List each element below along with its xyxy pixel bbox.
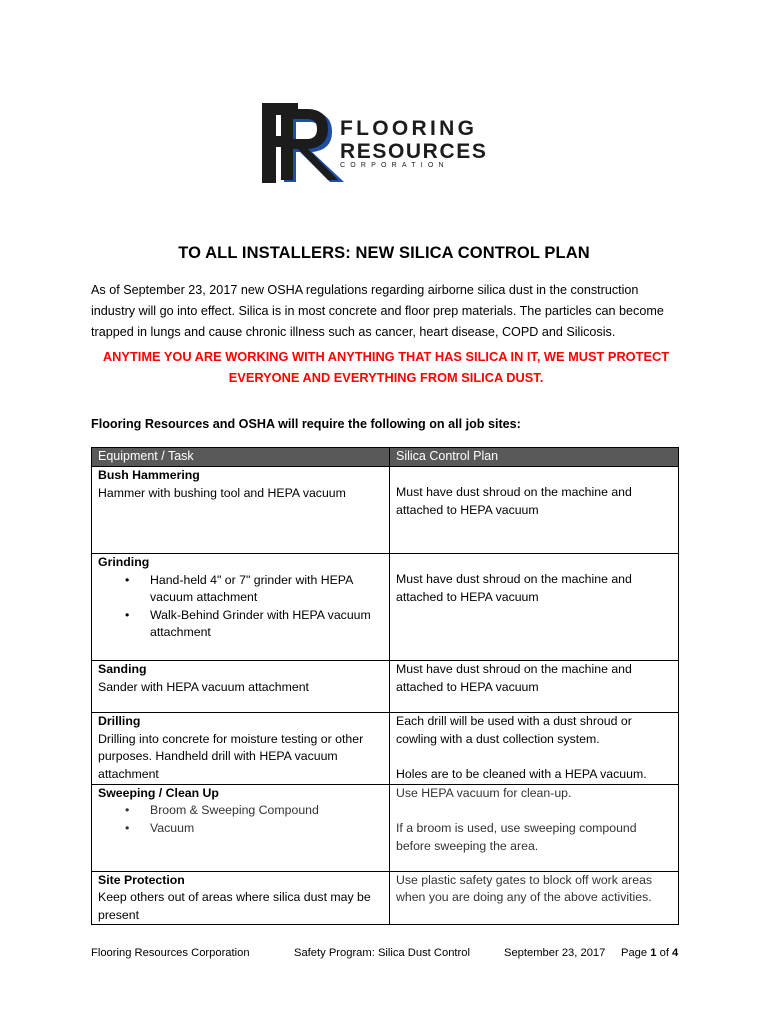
table-row [92, 554, 679, 661]
task-cell [92, 713, 390, 785]
list-item: • Hand-held 4" or 7" grinder with HEPA vacuum attachment [150, 572, 385, 607]
task-cell [92, 871, 390, 925]
task-description: Hammer with bushing tool and HEPA vacuum [98, 485, 346, 500]
plan-cell [390, 871, 679, 925]
plan-cell [390, 713, 679, 785]
plan-text: Must have dust shroud on the machine and attached to HEPA vacuum [396, 662, 632, 694]
plan-text: Must have dust shroud on the machine and attached to HEPA vacuum [396, 572, 632, 604]
plan-cell [390, 554, 679, 661]
plan-cell [390, 661, 679, 713]
plan-text: Use plastic safety gates to block off work areas when you are doing any of the above activities. [396, 872, 653, 904]
plan-cell [390, 467, 679, 554]
intro-line: industry will go into effect. Silica is in most concrete and floor prep materials. The particles can become [91, 304, 664, 318]
table-row [92, 713, 679, 785]
silica-control-table [91, 447, 679, 925]
logo-line3: CORPORATION [340, 162, 449, 169]
plan-text: Each drill will be used with a dust shroud or cowling with a dust collection system. [396, 714, 632, 746]
task-title: Bush Hammering [98, 468, 200, 482]
table-row [92, 467, 679, 554]
list-item: • Walk-Behind Grinder with HEPA vacuum attachment [150, 607, 385, 642]
logo-line1: FLOORING [340, 117, 478, 140]
intro-paragraph [91, 280, 691, 343]
task-cell [92, 467, 390, 554]
task-description: Sander with HEPA vacuum attachment [98, 679, 309, 694]
company-logo [262, 100, 512, 185]
requirement-heading: Flooring Resources and OSHA will require the following on all job sites: [91, 417, 521, 431]
task-title: Sweeping / Clean Up [98, 785, 219, 800]
task-description: Drilling into concrete for moisture testing or other purposes. Handheld drill with HEPA vacuum attachment [98, 731, 364, 781]
task-title: Site Protection [98, 872, 185, 887]
warning-notice [91, 346, 681, 388]
task-bullet-list [98, 572, 385, 642]
intro-line: As of September 23, 2017 new OSHA regulations regarding airborne silica dust in the construction [91, 283, 639, 297]
list-item: • Broom & Sweeping Compound [150, 802, 385, 820]
task-cell [92, 554, 390, 661]
plan-text: Holes are to be cleaned with a HEPA vacuum. [396, 767, 647, 781]
list-item: • Vacuum [150, 820, 385, 838]
footer-company: Flooring Resources Corporation [91, 947, 250, 959]
warning-line: ANYTIME YOU ARE WORKING WITH ANYTHING THAT HAS SILICA IN IT, WE MUST PROTECT [102, 349, 670, 364]
table-row [92, 871, 679, 925]
header-equipment-task: Equipment / Task [92, 448, 390, 467]
footer-date: September 23, 2017 [504, 947, 606, 959]
plan-text: Use HEPA vacuum for clean-up. [396, 785, 572, 800]
task-description: Keep others out of areas where silica dust may be present [98, 890, 371, 922]
intro-line: trapped in lungs and cause chronic illness such as cancer, heart disease, COPD and Silicosis. [91, 325, 616, 339]
logo-line2: RESOURCES [340, 140, 488, 163]
task-bullet-list [98, 802, 385, 837]
footer-page-number: Page 1 of 4 [621, 947, 679, 959]
task-title: Sanding [98, 662, 147, 676]
page-title: TO ALL INSTALLERS: NEW SILICA CONTROL PLAN [178, 244, 590, 262]
footer-program: Safety Program: Silica Dust Control [294, 947, 470, 959]
warning-line: EVERYONE AND EVERYTHING FROM SILICA DUST. [228, 370, 544, 385]
plan-text: If a broom is used, use sweeping compound before sweeping the area. [396, 821, 637, 853]
task-title: Grinding [98, 555, 150, 569]
plan-text: Must have dust shroud on the machine and attached to HEPA vacuum [396, 485, 632, 517]
task-title: Drilling [98, 714, 141, 728]
plan-cell [390, 784, 679, 871]
table-row [92, 661, 679, 713]
header-silica-control-plan: Silica Control Plan [390, 448, 679, 467]
task-cell [92, 784, 390, 871]
table-row [92, 784, 679, 871]
page-footer [91, 947, 691, 965]
table-header-row [92, 448, 679, 467]
task-cell [92, 661, 390, 713]
